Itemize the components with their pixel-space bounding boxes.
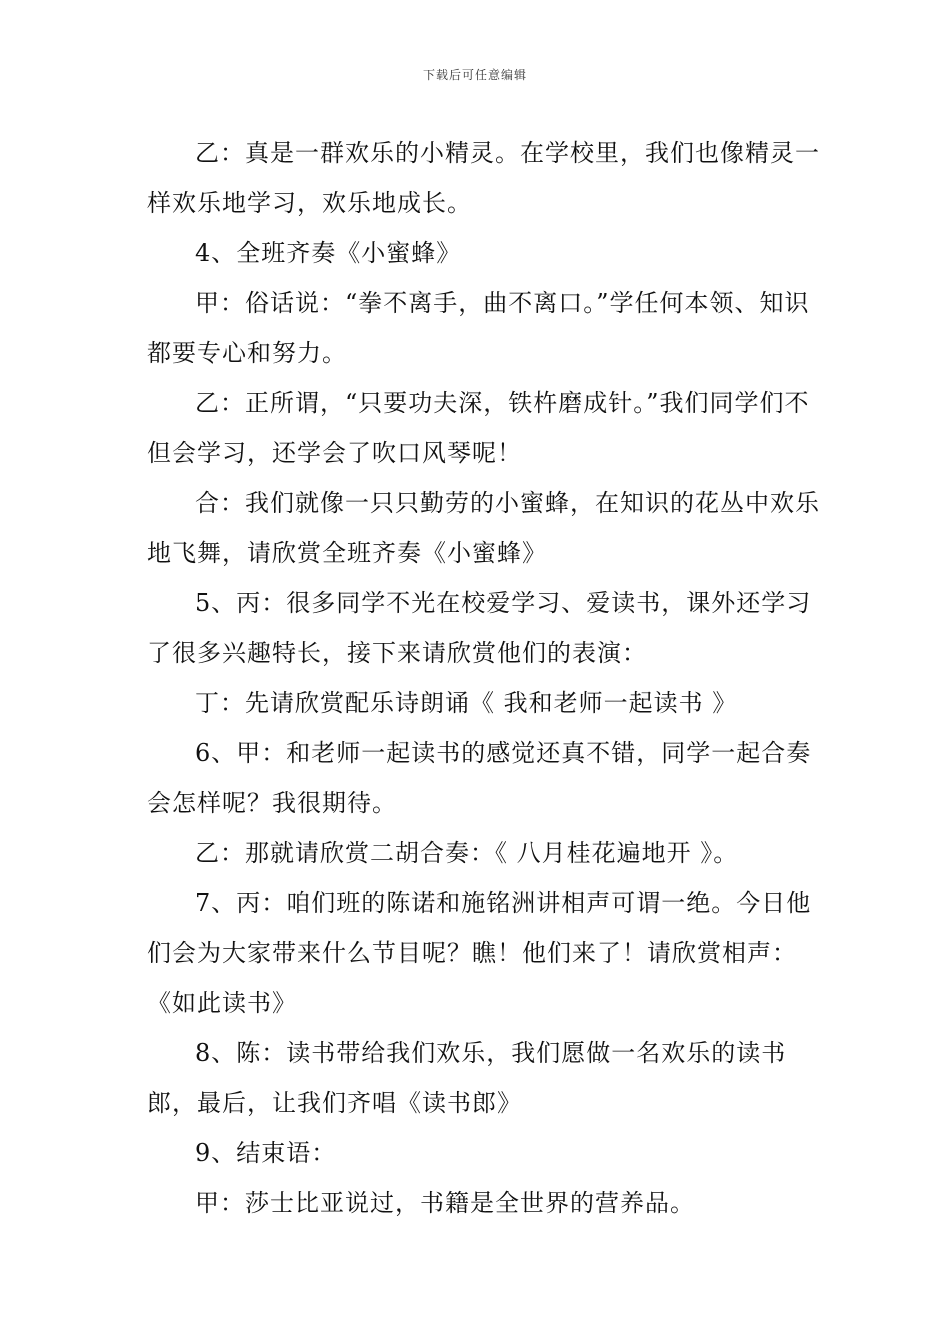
paragraph: 8、陈：读书带给我们欢乐，我们愿做一名欢乐的读书郎，最后，让我们齐唱《读书郎》 — [147, 1039, 787, 1117]
paragraph: 5、丙：很多同学不光在校爱学习、爱读书，课外还学习了很多兴趣特长，接下来请欣赏他们的表演： — [147, 589, 812, 667]
document-body — [147, 128, 827, 1228]
paragraph: 丁：先请欣赏配乐诗朗诵《 我和老师一起读书 》 — [195, 689, 738, 717]
paragraph: 乙：正所谓，“只要功夫深，铁杵磨成针。”我们同学们不但会学习，还学会了吹口风琴呢！ — [147, 389, 810, 467]
paragraph: 9、结束语： — [195, 1139, 337, 1167]
paragraph: 甲：莎士比亚说过，书籍是全世界的营养品。 — [195, 1189, 695, 1217]
paragraph: 6、甲：和老师一起读书的感觉还真不错，同学一起合奏会怎样呢？我很期待。 — [147, 739, 812, 817]
paragraph: 乙：真是一群欢乐的小精灵。在学校里，我们也像精灵一样欢乐地学习，欢乐地成长。 — [147, 139, 820, 217]
paragraph: 甲：俗话说：“拳不离手，曲不离口。”学任何本领、知识都要专心和努力。 — [147, 289, 810, 367]
paragraph: 合：我们就像一只只勤劳的小蜜蜂，在知识的花丛中欢乐地飞舞，请欣赏全班齐奏《小蜜蜂》 — [147, 489, 820, 567]
paragraph: 乙：那就请欣赏二胡合奏：《 八月桂花遍地开 》。 — [195, 839, 739, 867]
paragraph: 7、丙：咱们班的陈诺和施铭洲讲相声可谓一绝。今日他们会为大家带来什么节目呢？瞧！他们来了！请欣赏相声：《如此读书》 — [147, 889, 812, 1017]
paragraph: 4、全班齐奏《小蜜蜂》 — [195, 239, 462, 267]
page-header: 下载后可任意编辑 — [422, 68, 527, 82]
